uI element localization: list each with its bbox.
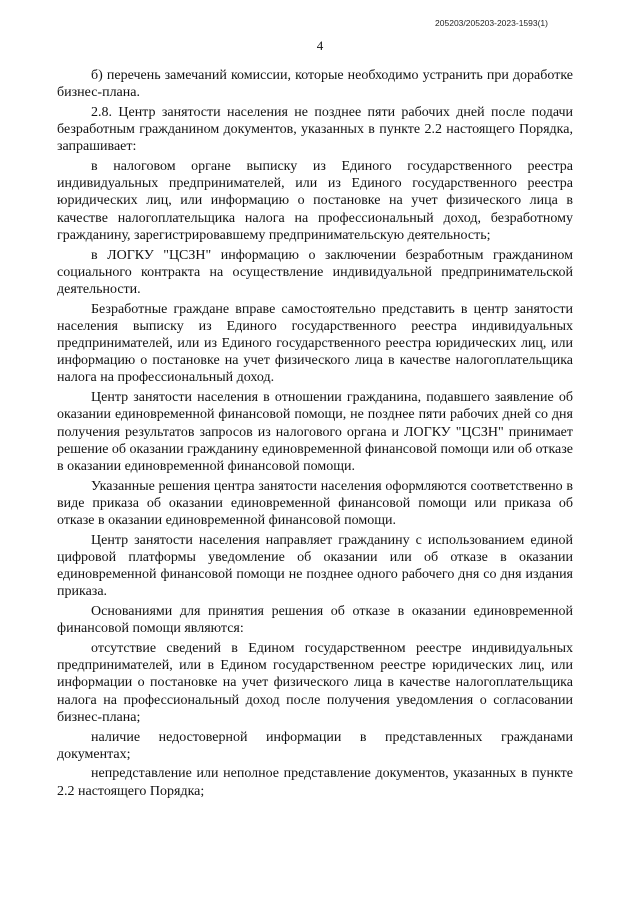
document-id: 205203/205203-2023-1593(1) xyxy=(435,18,548,28)
document-body xyxy=(57,67,573,802)
page-number: 4 xyxy=(316,38,324,53)
paragraph: в ЛОГКУ "ЦСЗН" информацию о заключении безработным гражданином социального контракта на осуществление индивидуальной предпринимательской деятельности. xyxy=(57,247,573,297)
paragraph: отсутствие сведений в Едином государственном реестре индивидуальных предпринимателей, или в Едином государственном реестре юридических лиц, или информации о постановке на учет физического лица в качестве налогоплательщика налога на профессиональный доход после получения уведомления о согласовании бизнес-плана; xyxy=(57,641,573,725)
paragraph: Указанные решения центра занятости населения оформляются соответственно в виде приказа об оказании единовременной финансовой помощи или приказа об отказе в оказании единовременной финансовой помощи. xyxy=(57,478,573,529)
paragraph: Центр занятости населения направляет гражданину с использованием единой цифровой платформы уведомление об оказании или об отказе в оказании единовременной финансовой помощи не позднее одного рабочего дня со дня издания приказа. xyxy=(57,532,573,600)
paragraph: Основаниями для принятия решения об отказе в оказании единовременной финансовой помощи являются: xyxy=(57,604,573,637)
paragraph: наличие недостоверной информации в представленных гражданами документах; xyxy=(57,729,573,762)
paragraph: Центр занятости населения в отношении гражданина, подавшего заявление об оказании единовременной финансовой помощи, не позднее пяти рабочих дней со дня получения результатов запросов из налогового органа и ЛОГКУ "ЦСЗН" принимает решение об оказании гражданину единовременной финансовой помощи или об отказе в оказании единовременной финансовой помощи. xyxy=(57,390,573,474)
paragraph: б) перечень замечаний комиссии, которые необходимо устранить при доработке бизнес-плана. xyxy=(57,68,573,101)
paragraph: в налоговом органе выписку из Единого государственного реестра индивидуальных предпринимателей, или из Единого государственного реестра юридических лиц, или информацию о постановке на учет физического лица в качестве налогоплательщика налога на профессиональный доход, безработному гражданину, зарегистрировавшему предпринимательскую деятельность; xyxy=(57,159,573,243)
paragraph: Безработные граждане вправе самостоятельно представить в центр занятости населения выписку из Единого государственного реестра индивидуальных предпринимателей, или из Единого государственного реестра юридических лиц, или информацию о постановке на учет физического лица в качестве налогоплательщика налога на профессиональный доход. xyxy=(57,301,573,386)
paragraph: непредставление или неполное представление документов, указанных в пункте 2.2 настоящего Порядка; xyxy=(57,766,573,799)
paragraph: 2.8. Центр занятости населения не позднее пяти рабочих дней после подачи безработным гражданином документов, указанных в пункте 2.2 настоящего Порядка, запрашивает: xyxy=(57,104,573,155)
